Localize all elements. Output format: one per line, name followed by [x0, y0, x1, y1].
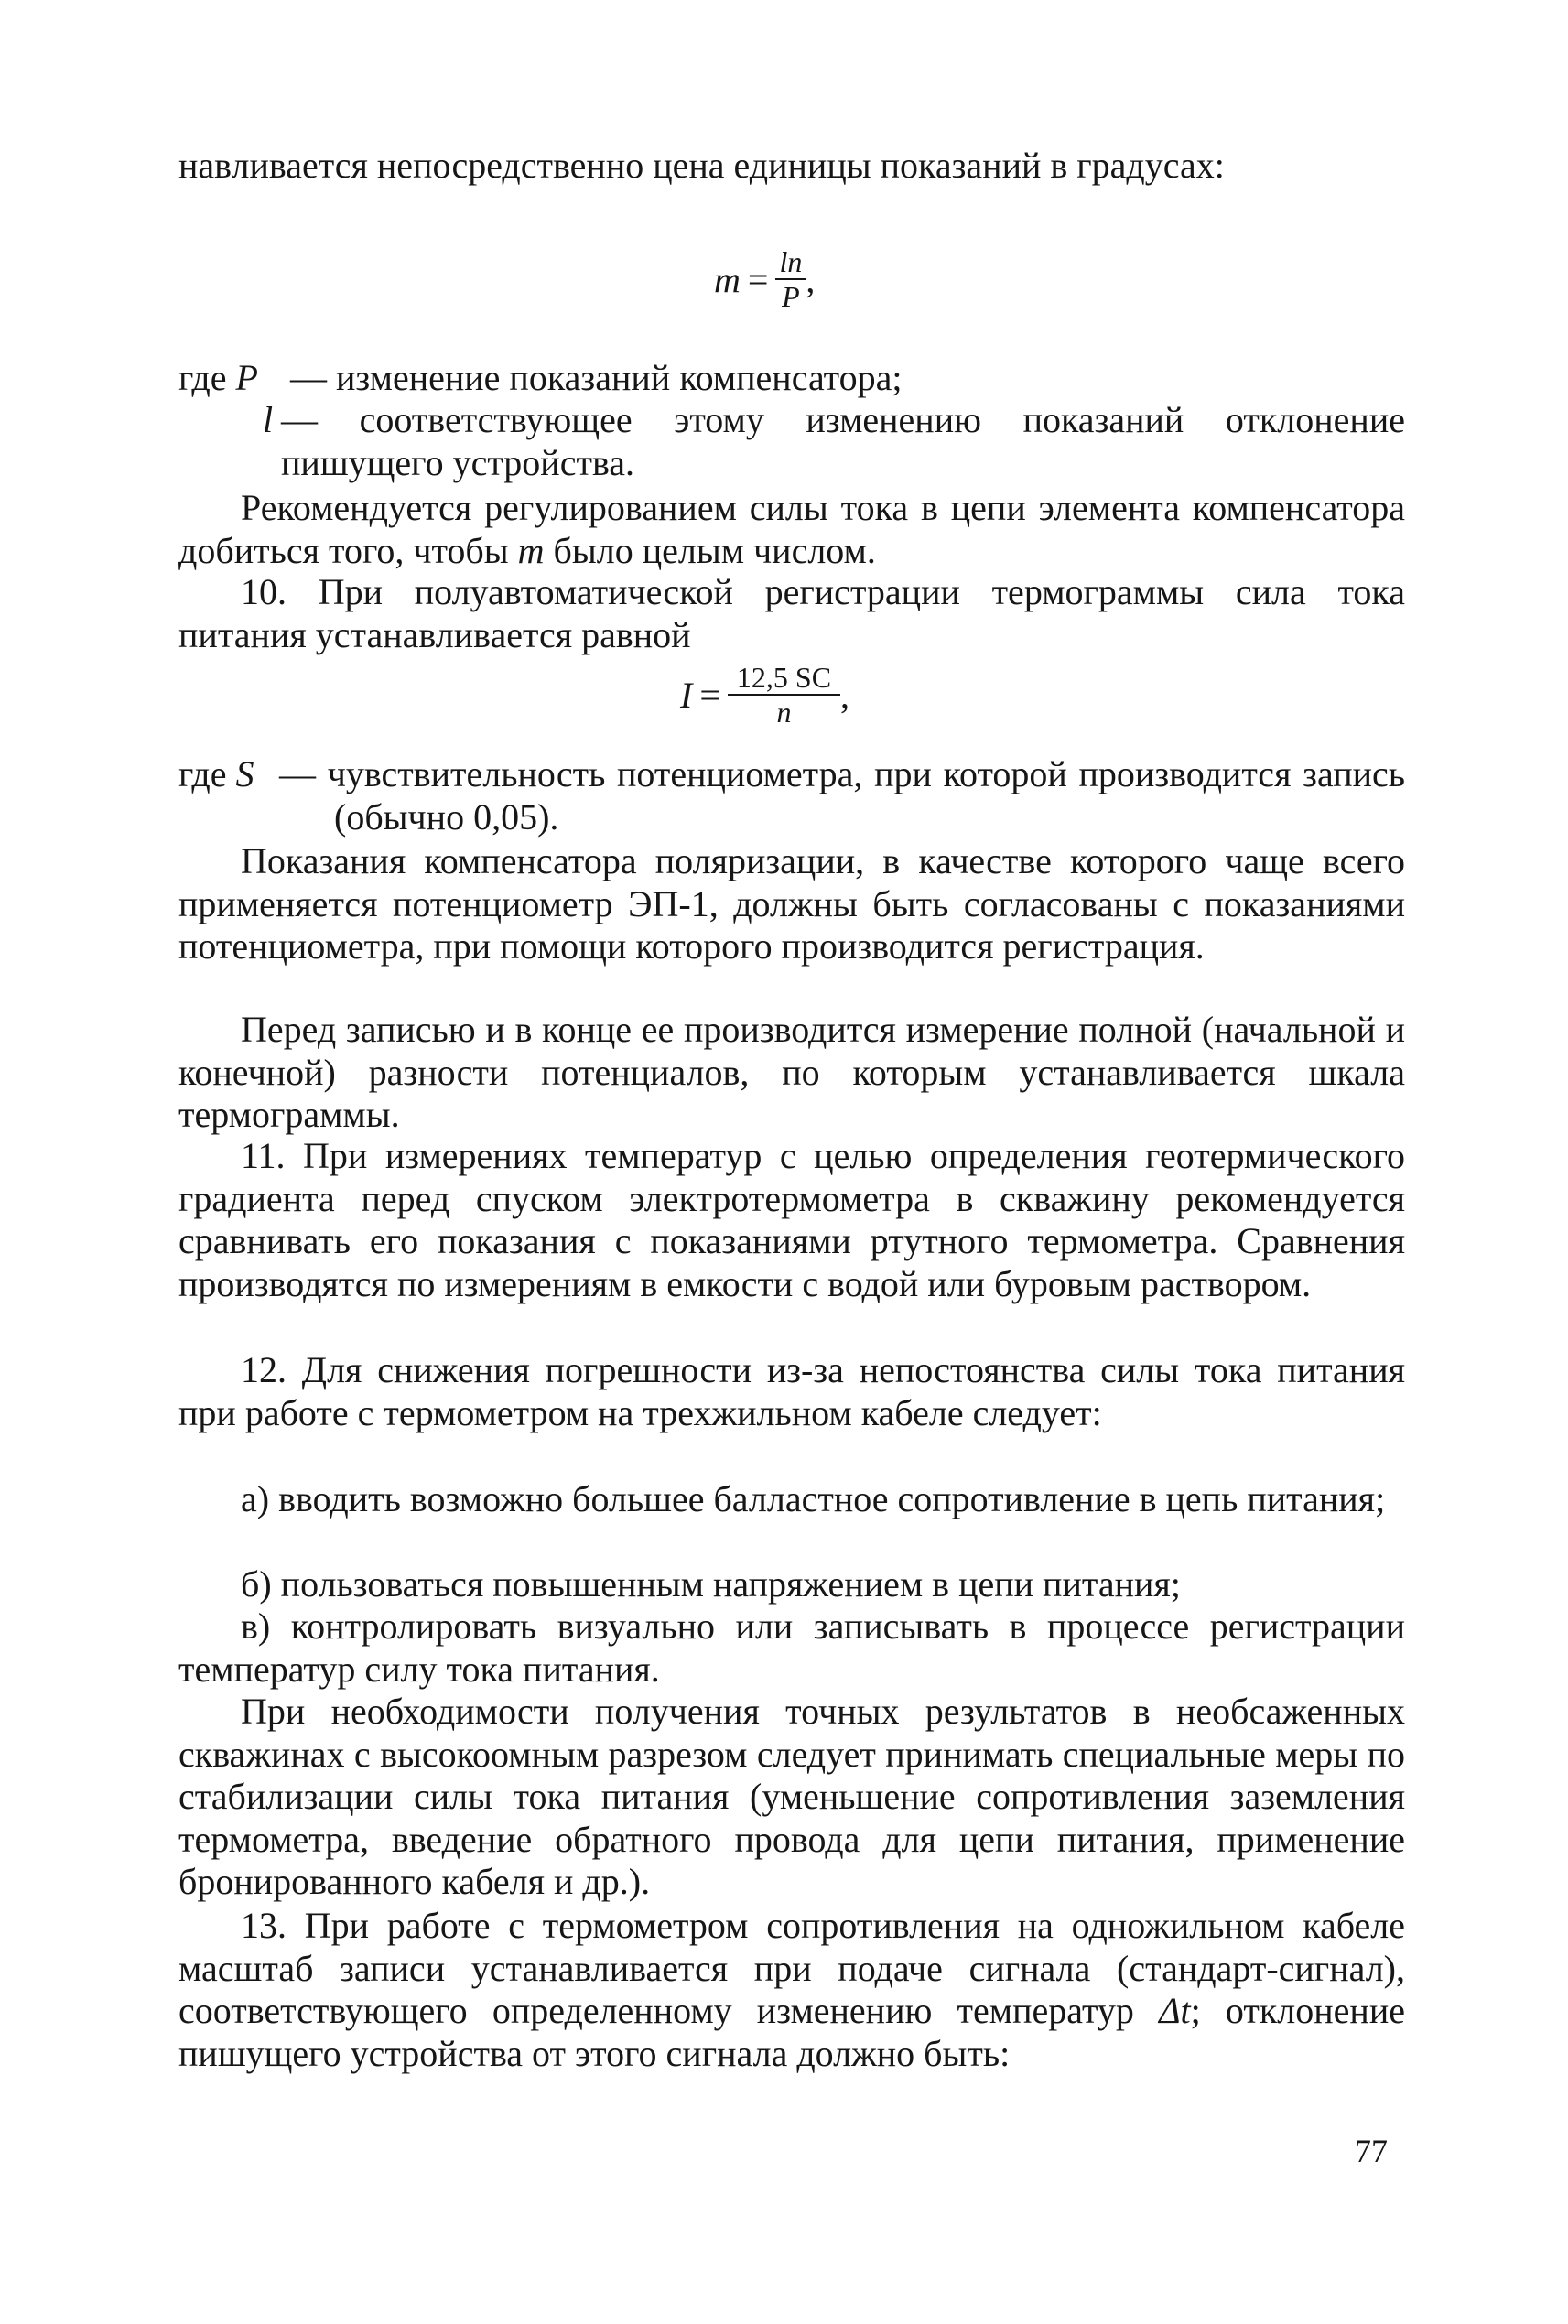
definition-l: [178, 399, 1405, 484]
item-c-block: [178, 1605, 1405, 1691]
where-word-2: где: [178, 753, 227, 794]
formula1-fraction: [775, 245, 806, 313]
symbol-l: l: [263, 399, 274, 440]
formula-scale-price: [714, 245, 815, 313]
formula1-equals: =: [747, 258, 769, 300]
precise-block: [178, 1691, 1405, 1904]
section-13-before: 13. При работе с термометром сопротивления на одножильном кабеле масштаб записи устанавливается при подаче сигнала (стандарт-сигнал), соответствующего определенному изменению температур: [178, 1905, 1405, 2031]
section-10-block: [178, 571, 1405, 656]
formula2-fraction: [728, 661, 840, 729]
recording-block: [178, 1009, 1405, 1137]
where-word: где: [178, 357, 227, 398]
definition-l-text: — соответствующее этому изменению показаний отклонение пишущего устройства.: [281, 399, 1405, 483]
item-a: а) вводить возможно большее балластное сопротивление в цепь питания;: [241, 1478, 1386, 1519]
definition-S-text: — чувствительность потенциометра, при которой производится запись (обычно 0,05).: [279, 753, 1405, 838]
formula1-tail: ,: [806, 258, 816, 300]
recording-paragraph: Перед записью и в конце ее производится измерение полной (начальной и конечной) разности потенциалов, по которым устанавливается шкала термограммы.: [178, 1009, 1405, 1135]
recommend-block: [178, 487, 1405, 572]
page-number: 77: [1355, 2133, 1388, 2169]
section-13-after: ; отклонение пишущего устройства от этого сигнала должно быть:: [178, 1990, 1405, 2074]
section-13-block: [178, 1905, 1405, 2075]
formula2-lhs: I: [680, 674, 693, 716]
item-b-block: [178, 1563, 1405, 1606]
section-11-block: [178, 1135, 1405, 1305]
readings-block: [178, 840, 1405, 968]
section-13-paragraph: [178, 1905, 1405, 2075]
formula1-lhs: m: [714, 258, 741, 300]
formula2-tail: ,: [840, 674, 850, 716]
definition-P-text: — изменение показаний компенсатора;: [290, 357, 903, 398]
formula1-numerator: ln: [775, 245, 806, 280]
formula2-denominator: n: [776, 696, 792, 729]
section-11-paragraph: 11. При измерениях температур с целью определения геотермического градиента перед спуском электротермометра в скважину рекомендуется сравнивать его показания с показаниями ртутного термометра. Сравнения производятся по измерениям в емкости с водой или буровым раствором.: [178, 1135, 1405, 1304]
intro-paragraph: навливается непосредственно цена единицы показаний в градусах:: [178, 145, 1225, 186]
recommend-paragraph: [178, 487, 1405, 572]
item-a-block: [178, 1478, 1405, 1521]
formula2-equals: =: [699, 674, 720, 716]
section-10-paragraph: 10. При полуавтоматической регистрации термограммы сила тока питания устанавливается равной: [178, 571, 1405, 655]
section-12-block: [178, 1349, 1405, 1434]
recommend-after: было целым числом.: [544, 529, 876, 571]
item-b: б) пользоваться повышенным напряжением в цепи питания;: [241, 1563, 1181, 1605]
readings-paragraph: Показания компенсатора поляризации, в качестве которого чаще всего применяется потенциометр ЭП-1, должны быть согласованы с показаниями потенциометра, при помощи которого производится регистрация.: [178, 840, 1405, 967]
symbol-P: P: [235, 357, 258, 398]
item-c: в) контролировать визуально или записывать в процессе регистрации температур силу тока питания.: [178, 1605, 1405, 1690]
section-13-var: Δt: [1159, 1990, 1191, 2031]
intro-block: [178, 145, 1405, 188]
precise-paragraph: При необходимости получения точных результатов в необсаженных скважинах с высокоомным разрезом следует принимать специальные меры по стабилизации силы тока питания (уменьшение сопротивления заземления термометра, введение обратного провода для цепи питания, применение бронированного кабеля и др.).: [178, 1691, 1405, 1902]
definition-P: [178, 357, 1405, 400]
recommend-var: m: [517, 529, 545, 571]
symbol-S: S: [235, 753, 254, 794]
section-12-paragraph: 12. Для снижения погрешности из-за непостоянства силы тока питания при работе с термометром на трехжильном кабеле следует:: [178, 1349, 1405, 1433]
formula1-denominator: P: [782, 280, 800, 313]
recommend-before: Рекомендуется регулированием силы тока в цепи элемента компенсатора добиться того, чтобы: [178, 487, 1405, 571]
definition-S: [178, 753, 1405, 838]
formula2-numerator: 12,5 SC: [728, 661, 840, 696]
formula-current: [680, 661, 849, 729]
